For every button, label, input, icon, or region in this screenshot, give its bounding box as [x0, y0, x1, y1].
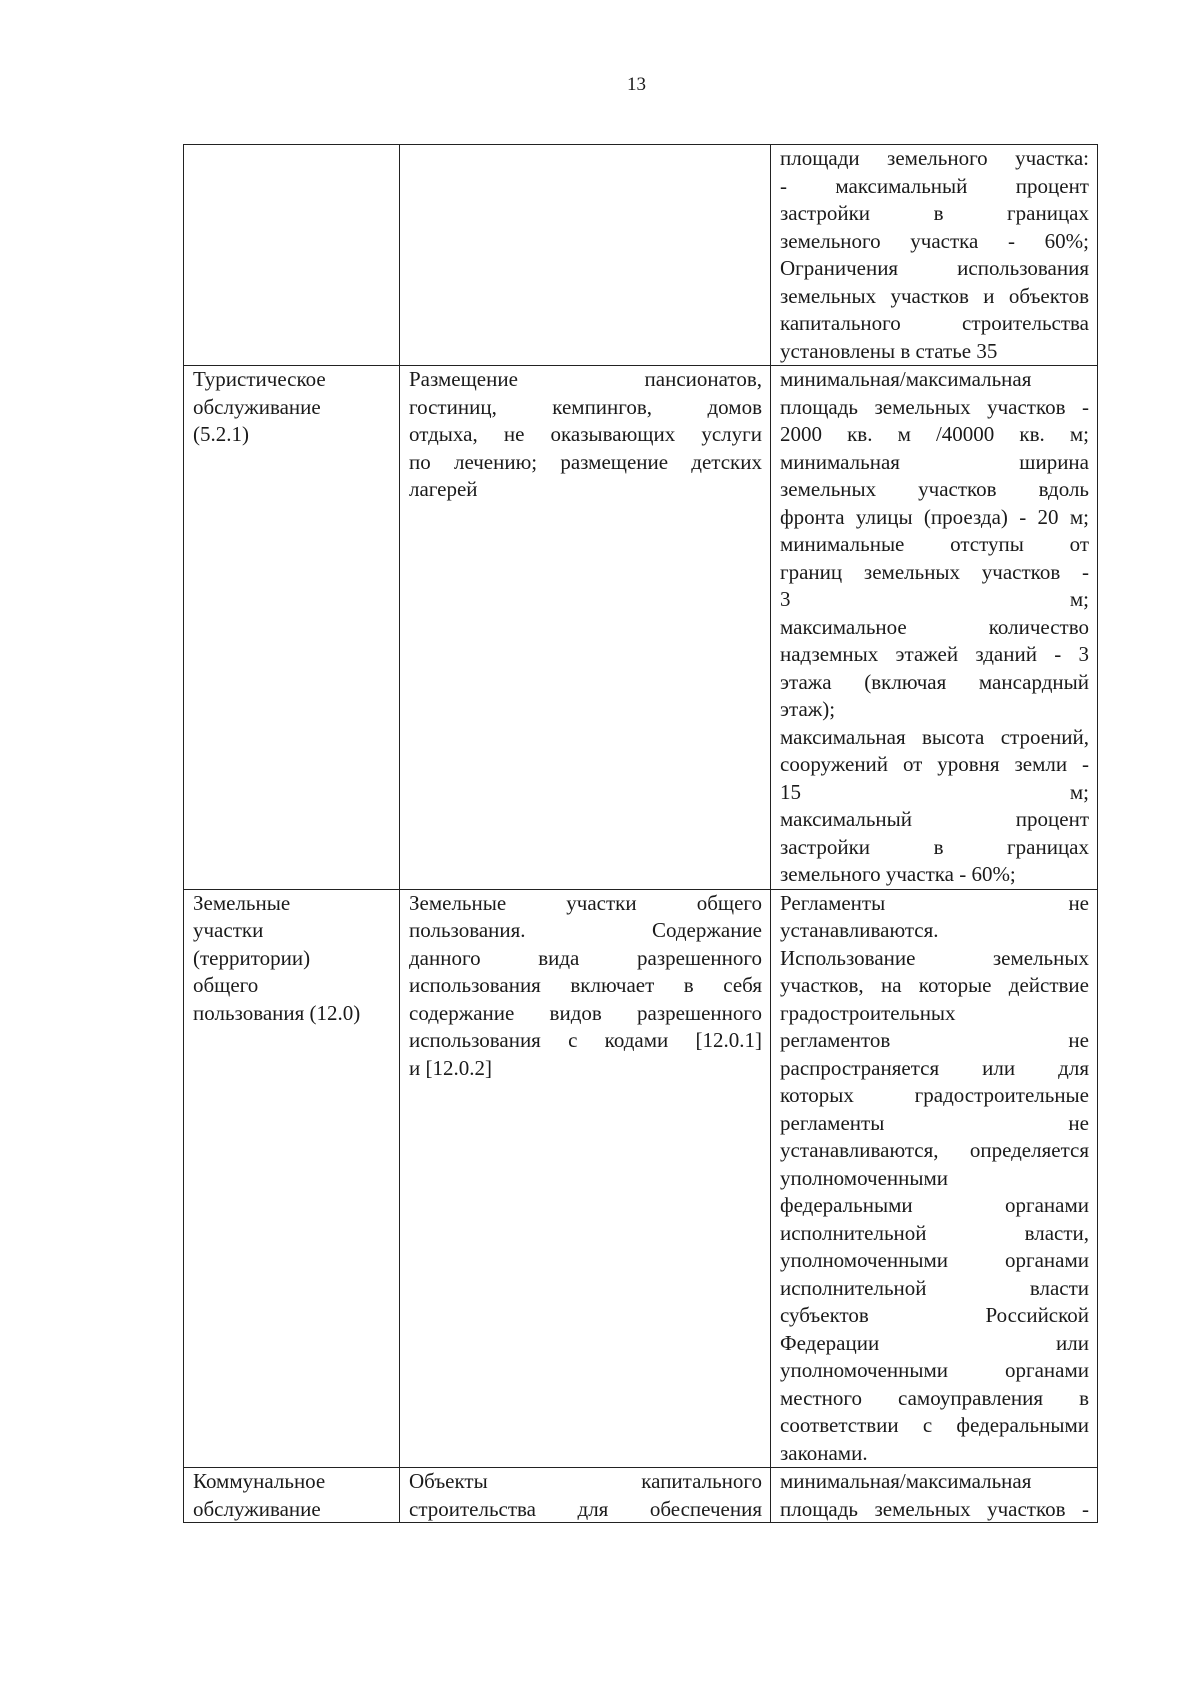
text-line: надземных этажей зданий - 3: [780, 642, 1089, 666]
text-line: площадь земельных участков -: [780, 1496, 1089, 1521]
text-line: субъектов Российской: [780, 1303, 1089, 1327]
text-line: гостиниц, кемпингов, домов: [409, 394, 762, 419]
text-line: максимальный процент: [780, 807, 1089, 831]
text-line: застройки в границах: [780, 834, 1089, 859]
text-line: площади земельного участка:: [780, 146, 1089, 170]
text-line: Земельные: [193, 890, 291, 915]
text-line: использования с кодами [12.0.1]: [409, 1028, 762, 1052]
text-line: сооружений от уровня земли -: [780, 752, 1089, 776]
text-line: (территории): [193, 945, 311, 970]
text-line: участки: [193, 918, 264, 942]
use-type-cell: [184, 889, 400, 1468]
parameters-cell: [771, 145, 1098, 366]
text-line: Земельные участки общего: [409, 890, 762, 915]
text-line: уполномоченными органами: [780, 1358, 1089, 1382]
text-line: 15 м;: [780, 779, 1089, 804]
text-line: распространяется или для: [780, 1055, 1089, 1080]
text-line: установлены в статье 35: [780, 338, 998, 363]
text-line: минимальная/максимальная: [780, 367, 1032, 391]
table-row: [184, 1468, 1098, 1523]
text-line: устанавливаются, определяется: [780, 1138, 1089, 1162]
table-row: [184, 889, 1098, 1468]
text-line: регламентов не: [780, 1028, 1089, 1052]
text-line: максимальное количество: [780, 614, 1089, 639]
text-line: федеральными органами: [780, 1193, 1089, 1217]
text-line: 2000 кв. м /40000 кв. м;: [780, 422, 1089, 446]
text-line: пользования. Содержание: [409, 918, 762, 942]
description-cell: [400, 145, 771, 366]
text-line: строительства для обеспечения: [409, 1496, 762, 1521]
text-line: устанавливаются.: [780, 918, 939, 942]
text-line: обслуживание: [193, 1496, 321, 1521]
text-line: границ земельных участков -: [780, 559, 1089, 584]
text-line: лагерей: [409, 477, 478, 501]
page-number: 13: [627, 74, 646, 95]
text-line: минимальная ширина: [780, 449, 1089, 474]
text-line: Регламенты не: [780, 890, 1089, 915]
text-line: фронта улицы (проезда) - 20 м;: [780, 504, 1089, 529]
text-line: которых градостроительные: [780, 1083, 1089, 1107]
text-line: уполномоченными: [780, 1165, 949, 1190]
text-line: этажа (включая мансардный: [780, 669, 1089, 694]
text-line: 3 м;: [780, 587, 1089, 611]
text-line: этаж);: [780, 697, 836, 721]
text-line: капитального строительства: [780, 311, 1089, 335]
text-line: регламенты не: [780, 1110, 1089, 1135]
use-type-cell: [184, 1468, 400, 1523]
text-line: минимальные отступы от: [780, 532, 1089, 556]
parameters-cell: [771, 1468, 1098, 1523]
use-type-cell: [184, 366, 400, 890]
parameters-cell: [771, 889, 1098, 1468]
text-line: участков, на которые действие: [780, 973, 1089, 997]
text-line: земельных участков вдоль: [780, 477, 1089, 501]
text-line: градостроительных: [780, 1000, 956, 1025]
text-line: Федерации или: [780, 1330, 1089, 1355]
text-line: Размещение пансионатов,: [409, 367, 762, 391]
text-line: использования включает в себя: [409, 973, 762, 997]
text-line: уполномоченными органами: [780, 1248, 1089, 1272]
text-line: Использование земельных: [780, 945, 1089, 970]
text-line: содержание видов разрешенного: [409, 1000, 762, 1025]
regulations-table: [183, 144, 1098, 1523]
text-line: площадь земельных участков -: [780, 394, 1089, 419]
text-line: Объекты капитального: [409, 1469, 762, 1493]
description-cell: [400, 889, 771, 1468]
text-line: общего: [193, 973, 259, 997]
text-line: Коммунальное: [193, 1469, 326, 1493]
text-line: минимальная/максимальная: [780, 1469, 1032, 1493]
description-cell: [400, 1468, 771, 1523]
text-line: застройки в границах: [780, 201, 1089, 225]
text-line: отдыха, не оказывающих услуги: [409, 422, 762, 446]
text-line: по лечению; размещение детских: [409, 449, 762, 474]
text-line: законами.: [780, 1440, 868, 1465]
text-line: (5.2.1): [193, 422, 249, 446]
text-line: пользования (12.0): [193, 1000, 361, 1025]
text-line: Ограничения использования: [780, 256, 1089, 280]
table-row: [184, 145, 1098, 366]
table-row: [184, 366, 1098, 890]
text-line: и [12.0.2]: [409, 1055, 492, 1080]
text-line: земельного участка - 60%;: [780, 228, 1089, 253]
text-line: земельных участков и объектов: [780, 283, 1089, 308]
text-line: данного вида разрешенного: [409, 945, 762, 970]
description-cell: [400, 366, 771, 890]
text-line: исполнительной власти: [780, 1275, 1089, 1300]
text-line: земельного участка - 60%;: [780, 862, 1016, 886]
text-line: Туристическое: [193, 367, 326, 391]
text-line: местного самоуправления в: [780, 1385, 1089, 1410]
text-line: - максимальный процент: [780, 173, 1089, 198]
parameters-cell: [771, 366, 1098, 890]
text-line: соответствии с федеральными: [780, 1413, 1089, 1437]
use-type-cell: [184, 145, 400, 366]
text-line: максимальная высота строений,: [780, 724, 1089, 749]
text-line: исполнительной власти,: [780, 1220, 1089, 1245]
text-line: обслуживание: [193, 394, 321, 419]
